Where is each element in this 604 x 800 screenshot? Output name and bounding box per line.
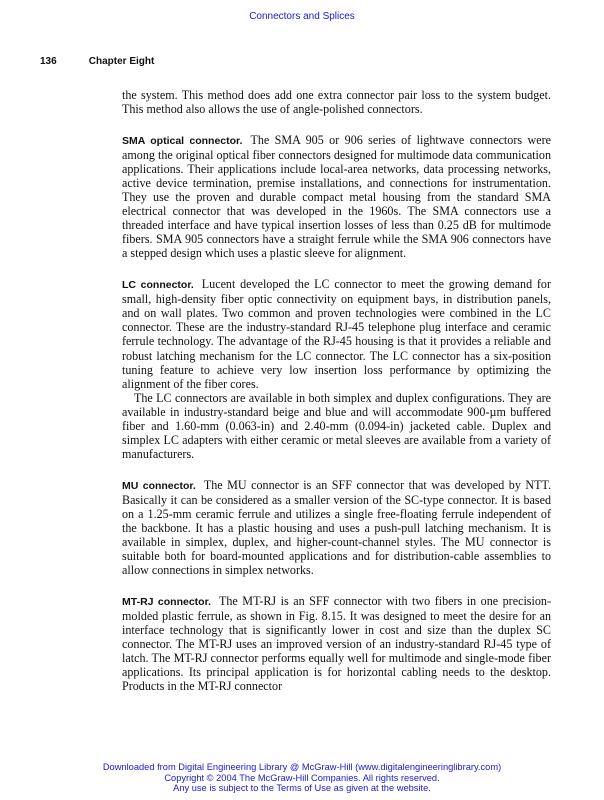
- section-paragraph: [122, 133, 551, 261]
- page-body: [122, 88, 551, 694]
- section-paragraph: [122, 594, 551, 694]
- footer-copyright-link[interactable]: Copyright © 2004 The McGraw-Hill Companies. All rights reserved.: [164, 772, 440, 783]
- section-sma: [122, 133, 551, 261]
- section-paragraph: The LC connectors are available in both simplex and duplex configurations. They are available in industry-standard beige and blue and will accommodate 900-µm buffered fiber and 1.60-mm (0.063-in) and 2.40-mm (0.094-in) jacketed cable. Duplex and simplex LC adapters with either ceramic or metal sleeves are available from a variety of manufacturers.: [122, 390, 551, 462]
- section-lc: [122, 277, 551, 461]
- top-link-title[interactable]: Connectors and Splices: [249, 11, 355, 22]
- intro-paragraph: the system. This method does add one extra connector pair loss to the system budget. This method also allows the use of angle-polished connectors.: [122, 88, 551, 117]
- running-head: [40, 56, 560, 67]
- chapter-title: Chapter Eight: [88, 56, 155, 67]
- section-heading: SMA optical connector.: [122, 134, 243, 147]
- section-heading: MU connector.: [122, 479, 196, 492]
- section-mt-rj: [122, 594, 551, 694]
- paragraph-text: The SMA 905 or 906 series of lightwave connectors were among the original optical fiber connectors designed for multimode data communication applications. Their applications include local-area networks, data processing networks, active device termination, premise installations, and connections for instrumentation. They use the proven and durable compact metal housing from the standard SMA electrical connector that was developed in the 1960s. The SMA connectors use a threaded interface and have typical insertion losses of less than 0.25 dB for multimode fibers. SMA 905 connectors have a straight ferrule while the SMA 906 connectors have a stepped design which uses a plastic sleeve for alignment.: [122, 132, 551, 261]
- section-paragraph: [122, 478, 551, 578]
- footer-download-link[interactable]: Downloaded from Digital Engineering Library @ McGraw-Hill (www.digitalengineeringlibrary.com): [102, 762, 502, 772]
- section-heading: LC connector.: [122, 279, 194, 292]
- section-mu: [122, 478, 551, 578]
- paragraph-text: The MT-RJ is an SFF connector with two fibers in one precision-molded plastic ferrule, as shown in Fig. 8.15. It was designed to meet the desire for an interface technology that is significantly lower in cost and size than the duplex SC connector. The MT-RJ uses an improved version of an industry-standard RJ-45 type of latch. The MT-RJ connector performs equally well for multimode and single-mode fiber applications. Its principal application is for horizontal cabling needs to the desktop. Products in the MT-RJ connector: [122, 593, 551, 694]
- section-heading: MT-RJ connector.: [122, 595, 211, 608]
- page-number: 136: [40, 56, 57, 67]
- paragraph-text: The MU connector is an SFF connector that was developed by NTT. Basically it can be considered as a smaller version of the SC-type connector. It is based on a 1.25-mm ceramic ferrule and utilizes a single free-floating ferrule independent of the backbone. It has a plastic housing and uses a push-pull latching mechanism. It is available in simplex, duplex, and higher-count-channel styles. The MU connector is suitable both for board-mounted applications and for distribution-cable assemblies to allow connections in simplex networks.: [122, 477, 552, 578]
- footer-terms-link[interactable]: Any use is subject to the Terms of Use as given at the website.: [173, 783, 431, 793]
- footer: [0, 762, 604, 794]
- section-paragraph: [122, 277, 551, 391]
- paragraph-text: Lucent developed the LC connector to meet the growing demand for small, high-density fiber optic connectivity on equipment bays, in distribution panels, and on wall plates. Two common and proven technologies were combined in the LC connector. These are the industry-standard RJ-45 telephone plug interface and ceramic ferrule technology. The advantage of the RJ-45 housing is that it provides a reliable and robust latching mechanism for the LC connector. The LC connector has a six-position tuning feature to achieve very low insertion loss performance by optimizing the alignment of the fiber cores.: [122, 277, 552, 391]
